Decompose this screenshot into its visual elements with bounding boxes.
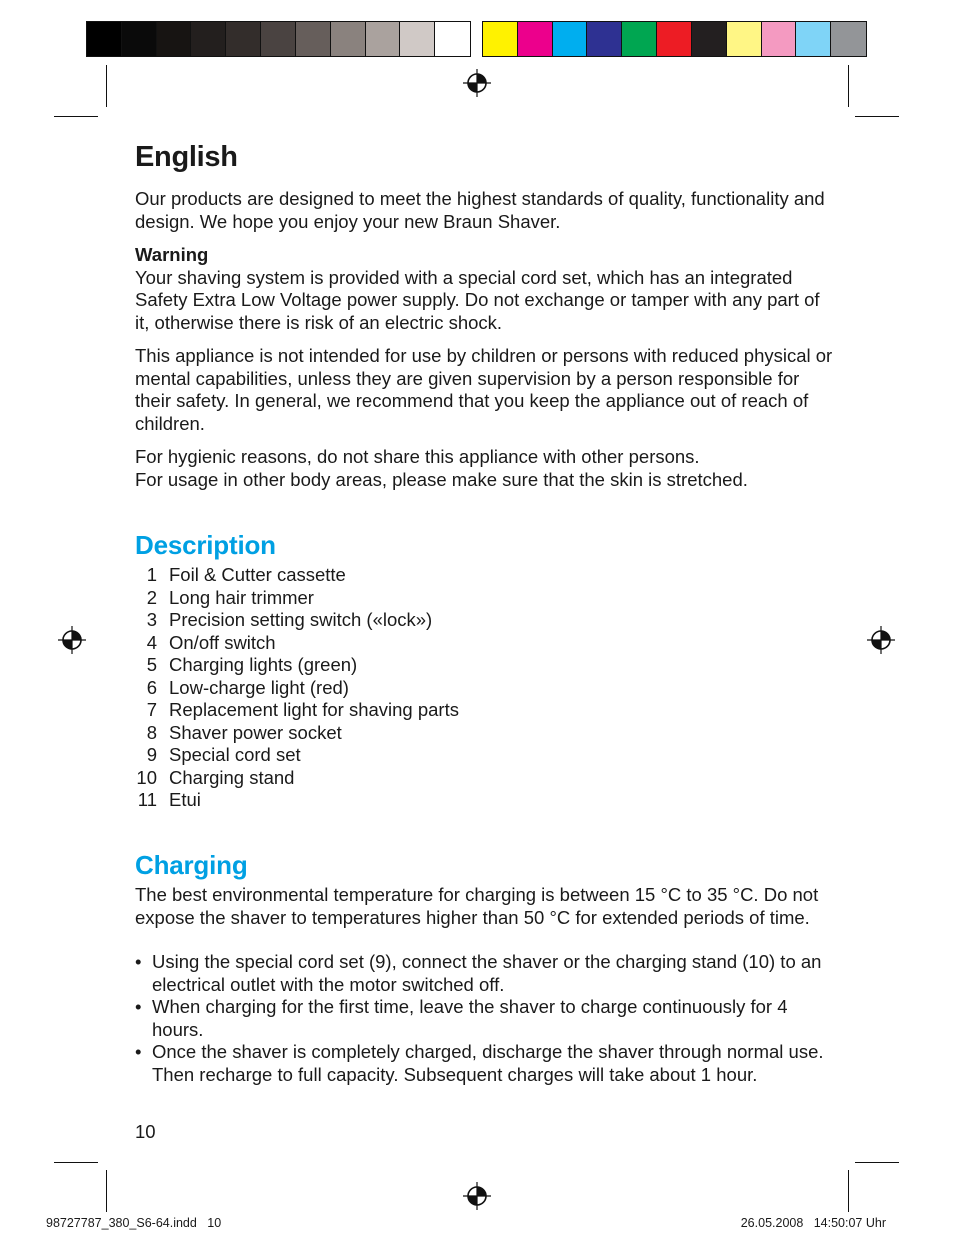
gray-swatch — [366, 22, 401, 56]
process-swatch — [483, 22, 518, 56]
crop-mark — [855, 1162, 899, 1163]
hygiene-line: For hygienic reasons, do not share this appliance with other persons. — [135, 446, 700, 467]
warning-block — [135, 244, 835, 334]
process-swatch — [727, 22, 762, 56]
list-item: 4 On/off switch — [146, 631, 276, 653]
process-swatch — [553, 22, 588, 56]
registration-mark-icon — [463, 1182, 491, 1210]
process-swatch — [518, 22, 553, 56]
hygiene-paragraph — [135, 446, 855, 491]
list-item: 9 Special cord set — [146, 744, 301, 765]
list-item: 3 Precision setting switch («lock») — [146, 609, 433, 630]
gray-swatch — [87, 22, 122, 56]
bullet-icon: • — [135, 951, 142, 972]
list-item: 10 Charging stand — [136, 766, 295, 788]
footer-timestamp: 26.05.2008 14:50:07 Uhr — [740, 1216, 886, 1230]
registration-mark-icon — [867, 626, 895, 654]
crop-mark — [848, 65, 849, 107]
hygiene-line: For usage in other body areas, please make sure that the skin is stretched. — [135, 468, 748, 490]
charging-heading: Charging — [135, 850, 248, 880]
gray-swatch — [435, 22, 470, 56]
gray-swatch — [331, 22, 366, 56]
gray-swatch — [261, 22, 296, 56]
crop-mark — [848, 1170, 849, 1212]
page-number: 10 — [135, 1121, 156, 1142]
bullet-item: • When charging for the first time, leave the shaver to charge continuously for 4 hours. — [135, 996, 788, 1040]
list-item: 2 Long hair trimmer — [146, 586, 314, 608]
process-swatch — [622, 22, 657, 56]
crop-mark — [106, 1170, 107, 1212]
gray-swatch — [122, 22, 157, 56]
crop-mark — [54, 1162, 98, 1163]
footer-file-info: 98727787_380_S6-64.indd 10 — [46, 1216, 222, 1230]
process-swatch — [831, 22, 866, 56]
intro-paragraph: Our products are designed to meet the highest standards of quality, functionality and design. We hope you enjoy your new Braun Shaver. — [135, 188, 825, 232]
process-swatch — [796, 22, 831, 56]
gray-swatch — [296, 22, 331, 56]
list-item: 8 Shaver power socket — [146, 721, 342, 743]
description-heading: Description — [135, 530, 276, 560]
list-item: 5 Charging lights (green) — [146, 654, 358, 675]
grayscale-color-bar — [86, 21, 471, 57]
bullet-icon: • — [135, 996, 142, 1017]
description-list — [135, 564, 459, 812]
crop-mark — [855, 116, 899, 117]
bullet-item: • Using the special cord set (9), connect the shaver or the charging stand (10) to an electrical outlet with the motor switched off. — [135, 951, 822, 995]
list-item: 6 Low-charge light (red) — [146, 676, 349, 698]
warning-text: Your shaving system is provided with a special cord set, which has an integrated Safety Extra Low Voltage power supply. Do not exchange or tamper with any part of it, otherwise there is risk of an electric shock. — [135, 266, 820, 333]
gray-swatch — [191, 22, 226, 56]
process-swatch — [657, 22, 692, 56]
crop-mark — [54, 116, 98, 117]
bullet-item: • Once the shaver is completely charged, discharge the shaver through normal use. Then recharge to full capacity. Subsequent charges will take about 1 hour. — [135, 1041, 824, 1085]
process-color-bar — [482, 21, 867, 57]
charging-intro: The best environmental temperature for charging is between 15 °C to 35 °C. Do not expose the shaver to temperatures higher than 50 °C for extended periods of time. — [135, 884, 819, 928]
children-paragraph: This appliance is not intended for use by children or persons with reduced physical or mental capabilities, unless they are given supervision by a person responsible for their safety. In general, we recommend that you keep the appliance out of reach of children. — [135, 345, 833, 434]
gray-swatch — [400, 22, 435, 56]
list-item: 1 Foil & Cutter cassette — [146, 564, 346, 585]
page-title: English — [135, 141, 238, 173]
charging-bullets — [135, 951, 835, 1086]
gray-swatch — [157, 22, 192, 56]
list-item: 7 Replacement light for shaving parts — [146, 699, 459, 720]
gray-swatch — [226, 22, 261, 56]
registration-mark-icon — [463, 69, 491, 97]
process-swatch — [692, 22, 727, 56]
process-swatch — [762, 22, 797, 56]
crop-mark — [106, 65, 107, 107]
process-swatch — [587, 22, 622, 56]
bullet-icon: • — [135, 1041, 142, 1062]
registration-mark-icon — [58, 626, 86, 654]
list-item: 11 Etui — [137, 789, 201, 810]
warning-heading: Warning — [135, 244, 209, 265]
